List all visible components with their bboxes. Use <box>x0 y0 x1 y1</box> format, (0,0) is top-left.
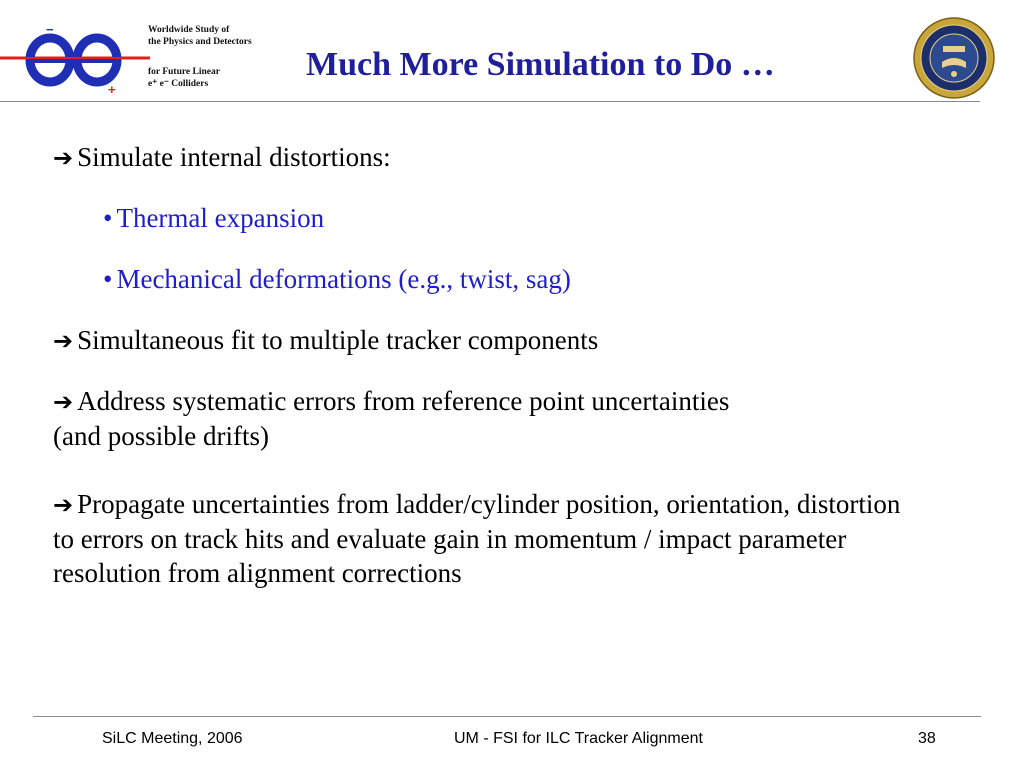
arrow-icon: ➔ <box>53 327 74 355</box>
bullet-3 <box>53 384 753 453</box>
page-number: 38 <box>918 730 936 747</box>
bullet-dot: • <box>103 203 113 233</box>
bullet-2 <box>53 323 598 358</box>
bullet-1 <box>53 140 391 175</box>
bullet-text: Propagate uncertainties from ladder/cylinder position, orientation, distortion to errors on track hits and evaluate gain in momentum / impact parameter resolution from alignment corrections <box>53 489 901 588</box>
arrow-icon: ➔ <box>53 144 74 172</box>
header-divider <box>0 101 980 102</box>
footer-left: SiLC Meeting, 2006 <box>102 730 243 747</box>
bullet-dot: • <box>103 264 113 294</box>
sub-bullet-text: Thermal expansion <box>116 203 325 233</box>
logo-minus: − <box>46 22 54 37</box>
ecfa-logo-icon <box>0 22 150 97</box>
bullet-4 <box>53 487 903 590</box>
footer-center: UM - FSI for ILC Tracker Alignment <box>454 730 703 747</box>
logo-line-1: Worldwide Study of <box>148 25 230 35</box>
arrow-icon: ➔ <box>53 388 74 416</box>
slide-title: Much More Simulation to Do … <box>306 46 775 83</box>
logo-text <box>148 24 278 89</box>
footer-divider <box>33 716 981 717</box>
logo-plus: + <box>108 82 116 97</box>
bullet-text: Simulate internal distortions: <box>77 142 391 172</box>
university-seal-icon <box>912 16 996 100</box>
bullet-text: Address systematic errors from reference point uncertainties (and possible drifts) <box>53 386 730 451</box>
sub-bullet-1 <box>53 201 324 235</box>
sub-bullet-text: Mechanical deformations (e.g., twist, sag) <box>116 264 571 294</box>
logo-line-3: for Future Linear <box>148 67 220 77</box>
arrow-icon: ➔ <box>53 491 74 519</box>
sub-bullet-2 <box>53 262 571 296</box>
logo-line-4: e⁺ e⁻ Colliders <box>148 79 209 89</box>
bullet-text: Simultaneous fit to multiple tracker components <box>77 325 599 355</box>
logo-line-2: the Physics and Detectors <box>148 37 252 47</box>
